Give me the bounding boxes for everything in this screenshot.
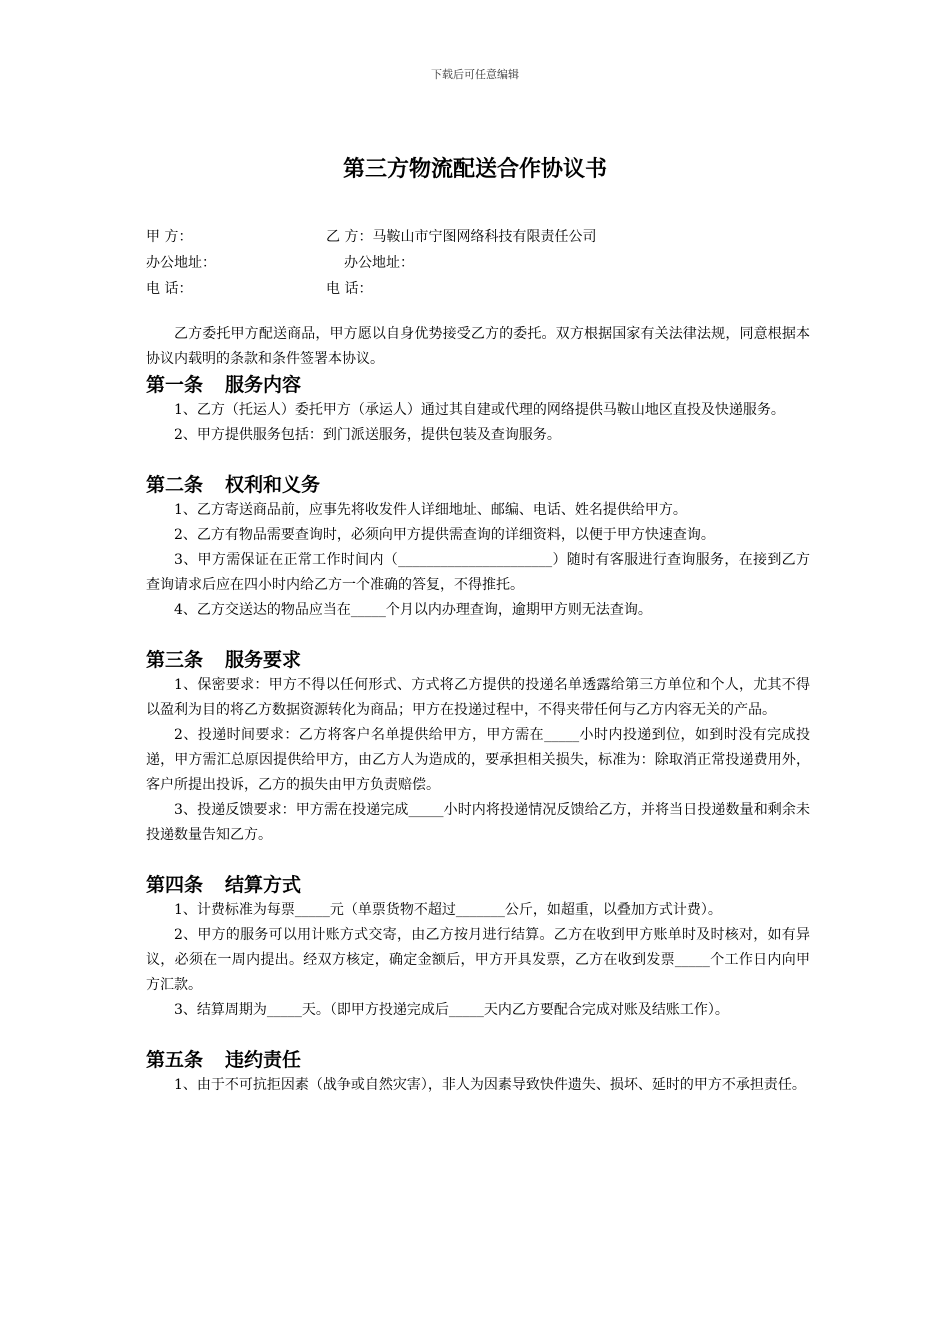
clause-paragraph: 1、保密要求：甲方不得以任何形式、方式将乙方提供的投递名单透露给第三方单位和个人，尤其不得以盈利为目的将乙方数据资源转化为商品；甲方在投递过程中，不得夹带任何与乙方内容无关的产品。 xyxy=(146,677,810,718)
section-heading xyxy=(146,647,810,673)
sections-container xyxy=(146,372,810,1098)
section-number: 第三条 xyxy=(146,649,204,671)
section-heading xyxy=(146,872,810,898)
clause-paragraph: 2、甲方的服务可以用计账方式交寄，由乙方按月进行结算。乙方在收到甲方账单时及时核对，如有异议，必须在一周内提出。经双方核定，确定金额后，甲方开具发票，乙方在收到发票_____个工作日内向甲方汇款。 xyxy=(146,927,810,993)
clause-paragraph: 3、投递反馈要求：甲方需在投递完成_____小时内将投递情况反馈给乙方，并将当日投递数量和剩余未投递数量告知乙方。 xyxy=(146,802,810,843)
intro-paragraph: 乙方委托甲方配送商品，甲方愿以自身优势接受乙方的委托。双方根据国家有关法律法规，同意根据本协议内载明的条款和条件签署本协议。 xyxy=(146,326,810,367)
party-b-label: 乙 方：马鞍山市宁图网络科技有限责任公司 xyxy=(326,229,597,245)
section-title: 结算方式 xyxy=(225,874,302,896)
party-a-label: 甲 方： xyxy=(146,229,193,245)
header-note: 下载后可任意编辑 xyxy=(431,68,519,81)
clause-paragraph: 2、甲方提供服务包括：到门派送服务，提供包装及查询服务。 xyxy=(174,427,561,443)
section-heading xyxy=(146,1047,810,1073)
clause-paragraph: 2、投递时间要求：乙方将客户名单提供给甲方，甲方需在_____小时内投递到位，如到时没有完成投递，甲方需汇总原因提供给甲方，由乙方人为造成的，要承担相关损失，标准为：除取消正常投递费用外，客户所提出投诉，乙方的损失由甲方负责赔偿。 xyxy=(146,727,810,793)
clause-paragraph: 1、乙方寄送商品前，应事先将收发件人详细地址、邮编、电话、姓名提供给甲方。 xyxy=(174,502,687,518)
clause-paragraph: 3、甲方需保证在正常工作时间内（______________________）随时有客服进行查询服务，在接到乙方查询请求后应在四小时内给乙方一个准确的答复，不得推托。 xyxy=(146,552,810,593)
section-heading xyxy=(146,472,810,498)
party-row xyxy=(146,226,826,252)
clause-paragraph: 4、乙方交送达的物品应当在_____个月以内办理查询，逾期甲方则无法查询。 xyxy=(174,602,652,618)
clause-paragraph: 3、结算周期为_____天。（即甲方投递完成后_____天内乙方要配合完成对账及结账工作）。 xyxy=(174,1002,729,1018)
section-number: 第一条 xyxy=(146,374,204,396)
section-title: 权利和义务 xyxy=(225,474,321,496)
party-info xyxy=(146,226,826,304)
document-title: 第三方物流配送合作协议书 xyxy=(342,157,607,182)
party-row xyxy=(146,252,826,278)
clause-paragraph: 1、由于不可抗拒因素（战争或自然灾害），非人为因素导致快件遗失、损坏、延时的甲方不承担责任。 xyxy=(174,1077,806,1093)
party-row xyxy=(146,278,826,304)
party-a-label: 电 话： xyxy=(146,281,193,297)
section-title: 服务要求 xyxy=(225,649,302,671)
clause-paragraph: 1、乙方（托运人）委托甲方（承运人）通过其自建或代理的网络提供马鞍山地区直投及快递服务。 xyxy=(174,402,785,418)
clause-paragraph: 2、乙方有物品需要查询时，必须向甲方提供需查询的详细资料，以便于甲方快速查询。 xyxy=(174,527,715,543)
section-number: 第五条 xyxy=(146,1049,204,1071)
party-a-label: 办公地址： xyxy=(146,255,216,271)
clause-paragraph: 1、计费标准为每票_____元（单票货物不超过_______公斤，如超重，以叠加方式计费）。 xyxy=(174,902,722,918)
section-title: 服务内容 xyxy=(225,374,302,396)
party-b-label: 电 话： xyxy=(326,281,373,297)
party-b-label: 办公地址： xyxy=(344,255,414,271)
document-body xyxy=(146,322,810,1098)
section-title: 违约责任 xyxy=(225,1049,302,1071)
section-number: 第二条 xyxy=(146,474,204,496)
section-number: 第四条 xyxy=(146,874,204,896)
section-heading xyxy=(146,372,810,398)
